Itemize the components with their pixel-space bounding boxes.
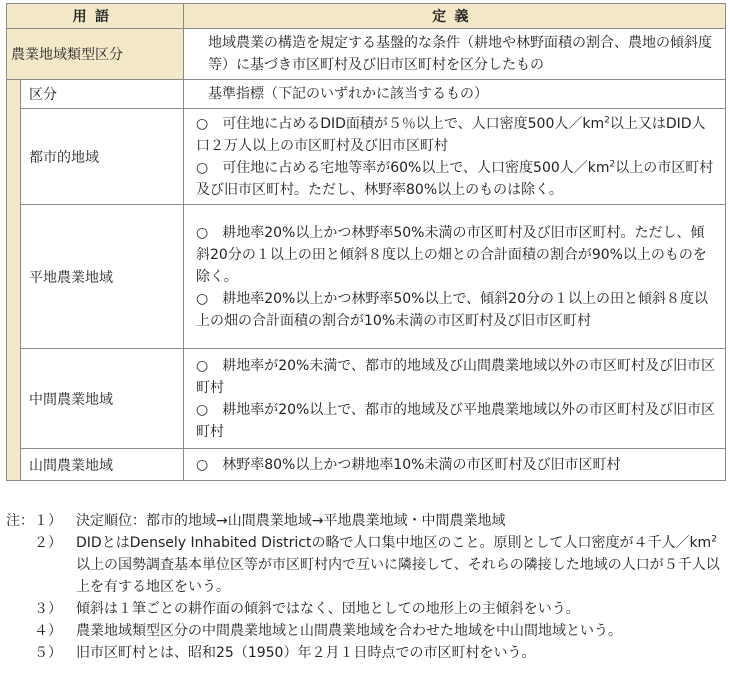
note-number: １） [34,513,62,529]
criteria-item: ○ 林野率80%以上かつ耕地率10%未満の市区町村及び旧市区町村 [196,456,621,473]
note-label [6,642,76,664]
indent-cell [7,349,21,449]
note-number: ３） [34,601,62,617]
table-header-row [7,4,726,29]
definition-column-header: 定義 [184,4,726,29]
table-row [7,349,726,449]
row-definition [184,205,726,349]
note-item [6,620,725,642]
indent-cell [7,109,21,205]
note-label [6,620,76,642]
indent-cell [7,449,21,481]
row-term: 平地農業地域 [21,205,184,349]
note-text: 決定順位：都市的地域→山間農業地域→平地農業地域・中間農業地域 [76,513,506,529]
row-definition [184,449,726,481]
table-row [7,205,726,349]
criteria-item: ○ 耕地率が20%未満で、都市的地域及び山間農業地域以外の市区町村及び旧市区町村 [196,357,716,396]
note-item [6,642,725,664]
criteria-item: ○ 耕地率が20%以上で、都市的地域及び平地農業地域以外の市区町村及び旧市区町村 [196,401,716,440]
criteria-item: ○ 可住地に占めるDID面積が５％以上で、人口密度500人$/km^2$以上又はDID人口２万人以上の市区町村及び旧市区町村 [196,114,706,154]
note-number: ４） [34,623,62,639]
table-row [7,109,726,205]
note-text: 傾斜は１筆ごとの耕作面の傾斜ではなく、団地としての地形上の主傾斜をいう。 [76,601,580,617]
row-definition [184,349,726,449]
note-item [6,532,725,598]
table-row [7,29,726,80]
row-term: 都市的地域 [21,109,184,205]
notes-prefix: 注： [6,513,34,529]
table-row [7,80,726,109]
definition-table [6,3,726,481]
row-term: 区分 [21,80,184,109]
note-number: ５） [34,645,62,661]
criteria-item: ○ 耕地率20%以上かつ林野率50%以上で、傾斜20分の１以上の田と傾斜８度以上の畑の合計面積の割合が10%未満の市区町村及び旧市区町村 [196,290,708,329]
note-label [6,532,76,598]
note-text: DIDとはDensely Inhabited Districtの略で人口集中地区のこと。原則として人口密度が４千人$/km^2$以上の国勢調査基本単位区等が市区町村内で互いに隣接して、それらの隣接した地域の人口が５千人以上を有する地区をいう。 [76,534,720,595]
row-term: 山間農業地域 [21,449,184,481]
note-item [6,510,725,532]
row-definition: 地域農業の構造を規定する基盤的な条件（耕地や林野面積の割合、農地の傾斜度等）に基づき市区町村及び旧市区町村を区分したもの [184,29,726,80]
note-item [6,598,725,620]
note-label [6,598,76,620]
term-column-header: 用語 [7,4,184,29]
row-definition: 基準指標（下記のいずれかに該当するもの） [184,80,726,109]
indent-cell [7,205,21,349]
notes-section [6,510,725,664]
indent-cell [7,80,21,109]
criteria-item: ○ 可住地に占める宅地等率が60%以上で、人口密度500人$/km^2$以上の市区町村及び旧市区町村。ただし、林野率80%以上のものは除く。 [196,158,714,198]
table-row [7,449,726,481]
note-label [6,510,76,532]
row-term: 農業地域類型区分 [7,29,184,80]
note-text: 農業地域類型区分の中間農業地域と山間農業地域を合わせた地域を中山間地域という。 [76,623,622,639]
criteria-item: ○ 耕地率20%以上かつ林野率50%未満の市区町村及び旧市区町村。ただし、傾斜20分の１以上の田と傾斜８度以上の畑との合計面積の割合が90%以上のものを除く。 [196,224,707,285]
row-definition [184,109,726,205]
note-number: ２） [34,535,62,551]
row-term: 中間農業地域 [21,349,184,449]
note-text: 旧市区町村とは、昭和25（1950）年２月１日時点での市区町村をいう。 [76,645,536,661]
